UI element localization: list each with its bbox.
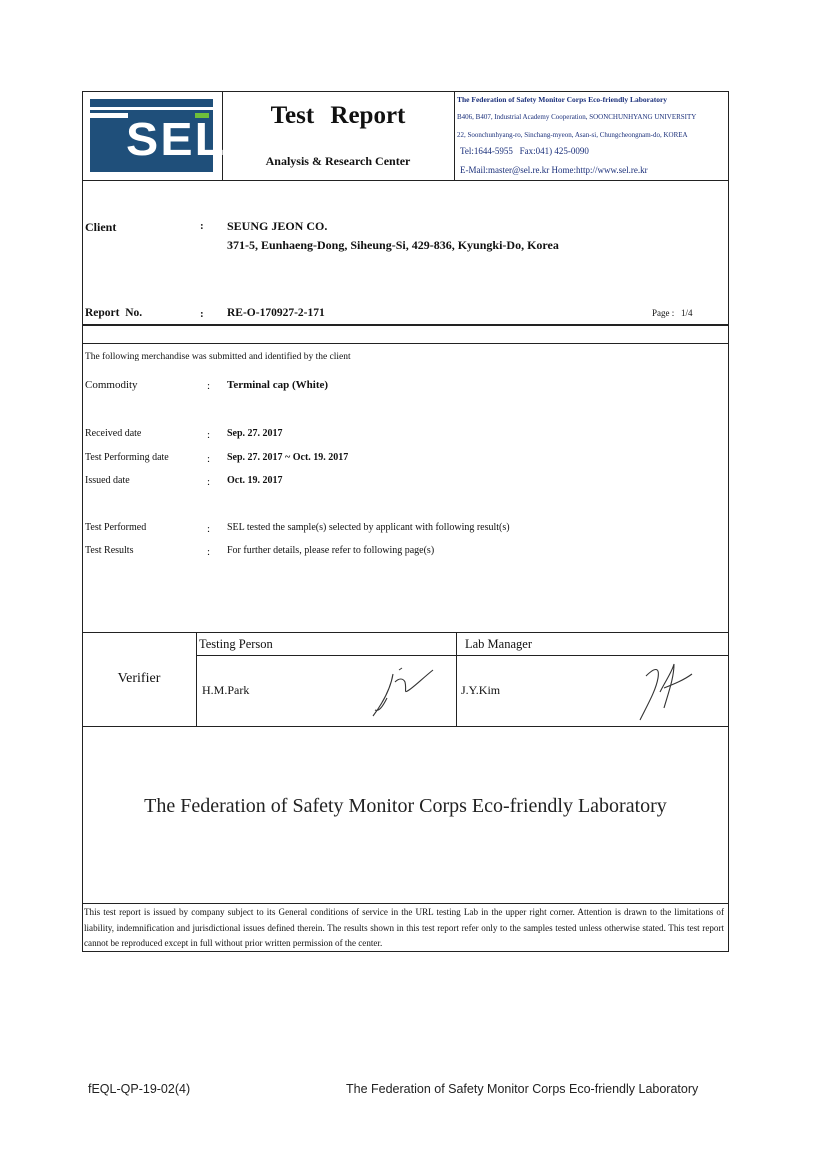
lab-manager-signature [630,658,700,724]
org-name: The Federation of Safety Monitor Corps Eco-friendly Laboratory [457,95,668,104]
divider-intro [82,343,729,344]
detail-value: Terminal cap (White) [227,379,329,391]
client-name: SEUNG JEON CO. [227,219,328,233]
detail-label: Received date [85,428,142,439]
detail-value: Sep. 27. 2017 [227,428,283,439]
verifier-divider-1 [196,632,197,727]
detail-label: Commodity [85,379,138,391]
verifier-label: Verifier [117,671,161,686]
logo-stripe [90,107,213,110]
detail-label: Test Performed [85,522,147,533]
disclaimer-bottom-border [82,951,729,952]
detail-value: Sep. 27. 2017 ~ Oct. 19. 2017 [227,452,349,463]
merchandise-intro: The following merchandise was submitted and identified by the client [85,352,351,362]
sel-logo [90,99,227,172]
report-no-label: Report No. [85,307,143,319]
verifier-header-divider [196,655,729,656]
lab-title: The Federation of Safety Monitor Corps Eco-friendly Laboratory [144,795,667,817]
footer-org: The Federation of Safety Monitor Corps Eco-friendly Laboratory [346,1082,699,1096]
detail-label: Test Performing date [85,452,169,463]
detail-colon: : [207,476,211,488]
report-subtitle: Analysis & Research Center [265,154,411,168]
detail-value: For further details, please refer to following page(s) [227,545,435,556]
section-right-border-1 [728,181,729,326]
lab-manager-name: J.Y.Kim [461,683,501,697]
client-label: Client [85,220,117,234]
form-code: fEQL-QP-19-02(4) [88,1082,191,1096]
client-colon: : [200,220,204,232]
address-line-1: B406, B407, Industrial Academy Cooperation, SOONCHUNHYANG UNIVERSITY [457,113,697,121]
testing-person-header: Testing Person [199,637,273,651]
lab-manager-header: Lab Manager [465,637,532,651]
detail-colon: : [207,429,211,441]
section-right-border-3 [728,727,729,952]
report-number: RE-O-170927-2-171 [227,307,325,319]
detail-colon: : [207,546,211,558]
section-left-border-2 [82,326,83,632]
detail-colon: : [207,380,211,392]
email-home: E-Mail:master@sel.re.kr Home:http://www.sel.re.kr [460,165,648,175]
tel-fax: Tel:1644-5955 Fax:041) 425-0090 [460,146,589,156]
report-title: Test Report [270,102,406,129]
testing-person-signature [365,660,440,720]
testing-person-name: H.M.Park [202,683,250,697]
verifier-divider-2 [456,632,457,727]
divider-disclaimer [82,903,729,904]
section-right-border-2 [728,326,729,632]
header-divider-2 [454,91,455,181]
detail-value: Oct. 19. 2017 [227,475,283,486]
logo-text: SEL [126,113,227,165]
section-left-border-3 [82,727,83,952]
disclaimer-text: This test report is issued by company subject to its General conditions of service in the URL testing Lab in the upper right corner. Attention is drawn to the limitations of liability, indemnification and jurisdictional issues defined therein. The results shown in this test report refer only to the samples tested unless otherwise stated. This test report cannot be reproduced except in full without prior written permission of the center. [84,907,724,948]
detail-label: Test Results [85,545,134,556]
detail-colon: : [207,523,211,535]
page-indicator: Page : 1/4 [652,308,693,318]
address-line-2: 22, Soonchunhyang-ro, Sinchang-myeon, Asan-si, Chungcheongnam-do, KOREA [457,131,688,139]
detail-colon: : [207,453,211,465]
detail-value: SEL tested the sample(s) selected by applicant with following result(s) [227,522,510,533]
logo-white-band [90,113,128,118]
section-divider-report [82,324,729,326]
report-no-colon: : [200,308,204,320]
section-left-border-1 [82,181,83,326]
client-address: 371-5, Eunhaeng-Dong, Siheung-Si, 429-836, Kyungki-Do, Korea [227,238,559,252]
detail-label: Issued date [85,475,130,486]
